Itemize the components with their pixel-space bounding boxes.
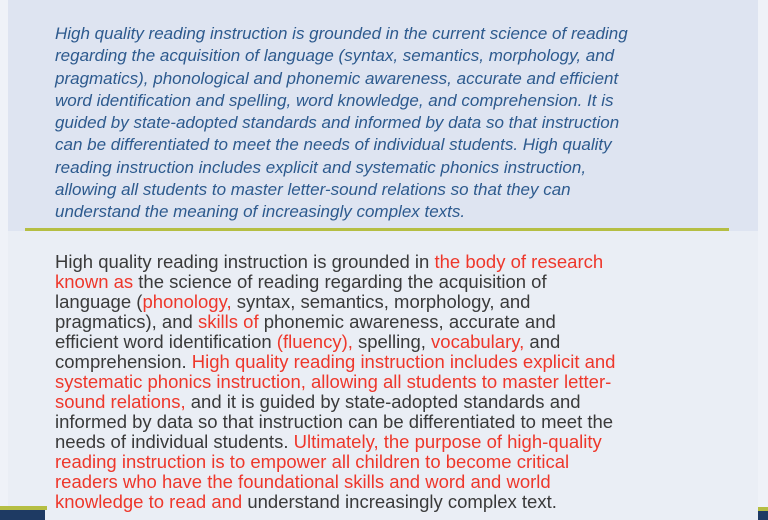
quote-line: allowing all students to master letter-sound relations so that they can (55, 180, 571, 200)
revision-highlight-segment: knowledge to read and (55, 491, 248, 512)
text-segment: needs of individual students. (55, 431, 294, 452)
quote-line: reading instruction includes explicit and systematic phonics instruction, (55, 157, 587, 177)
text-segment: and (524, 331, 561, 352)
text-segment: the science of reading regarding the acquisition of (138, 271, 547, 292)
revised-line (55, 432, 755, 452)
text-segment: pragmatics), and (55, 311, 198, 332)
quote-line: word identification and spelling, word knowledge, and comprehension. It is (55, 90, 614, 110)
revision-highlight-segment: sound relations, (55, 391, 186, 412)
revised-line (55, 472, 755, 492)
revised-line (55, 292, 755, 312)
revised-line (55, 312, 755, 332)
revised-line (55, 392, 755, 412)
revision-highlight-segment: skills of (197, 311, 259, 332)
quote-line: guided by state-adopted standards and informed by data so that instruction (55, 113, 620, 133)
text-segment: spelling, (352, 331, 432, 352)
text-segment: language ( (55, 291, 143, 312)
footer-bar-right-navy (758, 511, 768, 520)
text-segment: syntax, semantics, morphology, and (231, 291, 531, 312)
revision-highlight-segment: reading instruction is to empower all children to become critical (55, 451, 570, 472)
quote-line: understand the meaning of increasingly complex texts. (55, 202, 466, 222)
revised-line (55, 352, 755, 372)
original-definition-paragraph (55, 23, 745, 224)
text-segment: efficient word identification (55, 331, 277, 352)
quote-line: can be differentiated to meet the needs of individual students. High quality (55, 135, 612, 155)
footer-bar-left-navy (0, 510, 45, 520)
revised-line (55, 332, 755, 352)
revised-line (55, 492, 755, 512)
quote-line: pragmatics), phonological and phonemic awareness, accurate and efficient (55, 68, 619, 88)
text-segment: comprehension. (55, 351, 192, 372)
revision-highlight-segment: vocabulary, (431, 331, 525, 352)
revised-definition-panel (8, 231, 758, 520)
revised-line (55, 272, 755, 292)
revised-definition-paragraph (55, 252, 755, 512)
quote-line: regarding the acquisition of language (syntax, semantics, morphology, and (55, 46, 615, 66)
text-segment: High quality reading instruction is grounded in (55, 251, 435, 272)
original-definition-panel (8, 0, 758, 231)
quote-line: High quality reading instruction is grounded in the current science of reading (55, 24, 628, 43)
revised-line (55, 412, 755, 432)
revised-line (55, 452, 755, 472)
text-segment: understand increasingly complex text. (247, 491, 557, 512)
revision-highlight-segment: readers who have the foundational skills and word and world (55, 471, 551, 492)
revised-line (55, 252, 755, 272)
revision-highlight-segment: systematic phonics instruction, allowing all students to master letter- (55, 371, 612, 392)
revision-highlight-segment: Ultimately, the purpose of high-quality (293, 431, 602, 452)
text-segment: phonemic awareness, accurate and (258, 311, 556, 332)
text-segment: and it is guided by state-adopted standards and (185, 391, 581, 412)
revision-highlight-segment: known as (55, 271, 139, 292)
revised-line (55, 372, 755, 392)
text-segment: informed by data so that instruction can be differentiated to meet the (55, 411, 614, 432)
revision-highlight-segment: phonology, (142, 291, 232, 312)
revision-highlight-segment: (fluency), (276, 331, 353, 352)
revision-highlight-segment: High quality reading instruction includes explicit and (191, 351, 616, 372)
revision-highlight-segment: the body of research (434, 251, 604, 272)
